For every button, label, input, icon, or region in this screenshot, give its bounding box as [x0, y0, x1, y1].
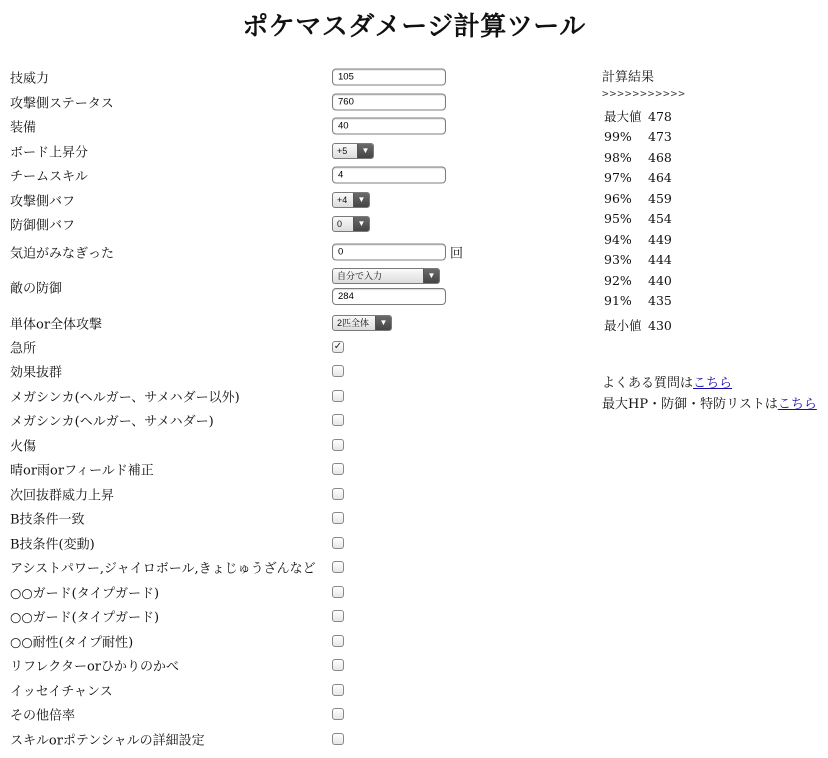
board-select[interactable] [332, 143, 374, 159]
checkbox-label: ○○耐性(タイプ耐性) [10, 635, 134, 651]
chevron-down-icon: ▼ [357, 144, 373, 158]
result-value: 435 [648, 293, 672, 308]
board-select-value: +5 [337, 146, 348, 156]
checkbox-row [0, 580, 590, 604]
checkbox-label: メガシンカ(ヘルガー、サメハダー以外) [10, 390, 240, 406]
result-value: 478 [648, 109, 672, 124]
result-value: 464 [648, 170, 672, 185]
checkbox-row [0, 359, 590, 383]
b-move-condition-variable-checkbox[interactable] [332, 537, 344, 549]
faq-link[interactable]: こちら [693, 376, 733, 391]
checkbox-label: イッセイチャンス [10, 684, 113, 700]
checkbox-label: 次回抜群威力上昇 [10, 488, 115, 504]
attack-buff-select-value: +4 [337, 195, 348, 205]
attack-stat-input[interactable]: 760 [332, 94, 446, 111]
chevron-down-icon: ▼ [375, 316, 391, 330]
result-label: 93% [604, 252, 632, 267]
result-row [604, 293, 672, 311]
enemy-defense-mode-value: 自分で入力 [337, 271, 383, 281]
checkbox-row [0, 653, 590, 677]
checkbox-row [0, 384, 590, 408]
board-label: ボード上昇分 [10, 145, 89, 161]
checkbox-row [0, 335, 590, 359]
field-defense-buff [0, 212, 590, 236]
checkbox-label: スキルorポテンシャルの詳細設定 [10, 733, 205, 749]
result-value: 449 [648, 232, 672, 247]
equipment-label: 装備 [10, 120, 37, 136]
checkbox-row [0, 531, 590, 555]
field-board [0, 139, 590, 163]
team-skill-label: チームスキル [10, 169, 88, 185]
variable-power-move-checkbox[interactable] [332, 561, 344, 573]
gauge-label: 気迫がみなぎった [10, 246, 115, 262]
power-label: 技威力 [10, 71, 50, 87]
attack-buff-select[interactable] [332, 192, 370, 208]
field-gauge [0, 240, 590, 264]
page-title: ポケマスダメージ計算ツール [242, 12, 586, 42]
faq-line [602, 372, 817, 393]
enemy-defense-label: 敵の防御 [10, 281, 63, 297]
field-attack-buff [0, 188, 590, 212]
checkbox-row [0, 727, 590, 751]
result-label: 96% [604, 191, 632, 206]
next-super-effective-boost-checkbox[interactable] [332, 488, 344, 500]
checkbox-row [0, 457, 590, 481]
result-value: 440 [648, 273, 672, 288]
result-row [604, 129, 672, 147]
attack-stat-label: 攻撃側ステータス [10, 96, 114, 112]
gauge-input[interactable]: 0 [332, 244, 446, 261]
target-select-value: 2匹全体 [337, 318, 370, 328]
checkbox-row [0, 678, 590, 702]
reflect-light-screen-checkbox[interactable] [332, 659, 344, 671]
chevron-down-icon: ▼ [353, 193, 369, 207]
checkbox-label: アシストパワー,ジャイロボール,きょじゅうざんなど [10, 561, 316, 577]
skill-potential-detail-checkbox[interactable] [332, 733, 344, 745]
other-multiplier-checkbox[interactable] [332, 708, 344, 720]
chevron-down-icon: ▼ [353, 217, 369, 231]
defense-buff-select-value: 0 [337, 219, 343, 229]
results-heading: 計算結果 [602, 70, 655, 85]
power-input[interactable]: 105 [332, 69, 446, 86]
b-move-condition-checkbox[interactable] [332, 512, 344, 524]
gauge-unit: 回 [450, 246, 464, 262]
checkbox-label: 晴or雨orフィールド補正 [10, 463, 154, 479]
result-label: 最小値 [604, 318, 642, 333]
checkbox-label: リフレクターorひかりのかべ [10, 659, 180, 675]
mega-evolution-checkbox[interactable] [332, 390, 344, 402]
defense-buff-select[interactable] [332, 216, 370, 232]
checkbox-row [0, 408, 590, 432]
checkbox-label: ○○ガード(タイプガード) [10, 586, 160, 602]
type-guard-2-checkbox[interactable] [332, 610, 344, 622]
chevron-down-icon: ▼ [423, 269, 439, 283]
field-team-skill [0, 163, 590, 187]
result-label: 92% [604, 273, 632, 288]
result-row [604, 150, 672, 168]
attack-buff-label: 攻撃側バフ [10, 194, 76, 210]
result-row [604, 211, 672, 229]
checkbox-row [0, 555, 590, 579]
result-row [604, 273, 672, 291]
result-row-max [604, 107, 672, 125]
checkbox-label: ○○ガード(タイプガード) [10, 610, 160, 626]
checkbox-label: B技条件一致 [10, 512, 85, 528]
checkbox-row [0, 506, 590, 530]
result-label: 91% [604, 293, 632, 308]
target-label: 単体or全体攻撃 [10, 317, 103, 333]
result-row-min [604, 316, 672, 334]
checkbox-row [0, 702, 590, 726]
checkbox-row [0, 629, 590, 653]
result-value: 454 [648, 211, 672, 226]
all-out-chance-checkbox[interactable] [332, 684, 344, 696]
result-row [604, 170, 672, 188]
result-row [604, 252, 672, 270]
equipment-input[interactable]: 40 [332, 118, 446, 135]
enemy-defense-input[interactable]: 284 [332, 288, 446, 305]
result-label: 97% [604, 170, 632, 185]
defense-buff-label: 防御側バフ [10, 218, 76, 234]
checkbox-row [0, 433, 590, 457]
checkbox-row [0, 482, 590, 506]
critical-checkbox[interactable]: ✓ [333, 341, 343, 352]
help-links [602, 372, 817, 414]
result-label: 98% [604, 150, 632, 165]
checkbox-label: 効果抜群 [10, 365, 63, 381]
checkbox-label: その他倍率 [10, 708, 76, 724]
faq-text: よくある質問は [602, 376, 694, 391]
result-value: 444 [648, 252, 672, 267]
result-row [604, 232, 672, 250]
field-equipment [0, 114, 590, 138]
checkbox-label: メガシンカ(ヘルガー、サメハダー) [10, 414, 214, 430]
checkbox-label: 火傷 [10, 439, 37, 455]
checkbox-label: B技条件(変動) [10, 537, 95, 553]
stat-list-text: 最大HP・防御・特防リストは [602, 397, 778, 412]
team-skill-input[interactable]: 4 [332, 167, 446, 184]
result-value: 473 [648, 129, 672, 144]
result-row [604, 191, 672, 209]
type-guard-checkbox[interactable] [332, 586, 344, 598]
target-select[interactable] [332, 315, 392, 331]
result-label: 99% [604, 129, 632, 144]
burn-checkbox[interactable] [332, 439, 344, 451]
checkbox-row [0, 604, 590, 628]
results-arrows: >>>>>>>>>>> [602, 87, 686, 100]
result-value: 430 [648, 318, 672, 333]
result-label: 最大値 [604, 109, 642, 124]
stat-list-line [602, 393, 817, 414]
result-value: 468 [648, 150, 672, 165]
field-attack-stat [0, 90, 590, 114]
super-effective-checkbox[interactable] [332, 365, 344, 377]
field-enemy-defense [0, 266, 590, 308]
field-target [0, 311, 590, 335]
result-label: 95% [604, 211, 632, 226]
stat-list-link[interactable]: こちら [777, 397, 817, 412]
checkbox-label: 急所 [10, 341, 37, 357]
weather-field-checkbox[interactable] [332, 463, 344, 475]
mega-evolution-special-checkbox[interactable] [332, 414, 344, 426]
field-power [0, 65, 590, 89]
enemy-defense-mode-select[interactable] [332, 268, 440, 284]
result-value: 459 [648, 191, 672, 206]
result-label: 94% [604, 232, 632, 247]
type-resistance-checkbox[interactable] [332, 635, 344, 647]
